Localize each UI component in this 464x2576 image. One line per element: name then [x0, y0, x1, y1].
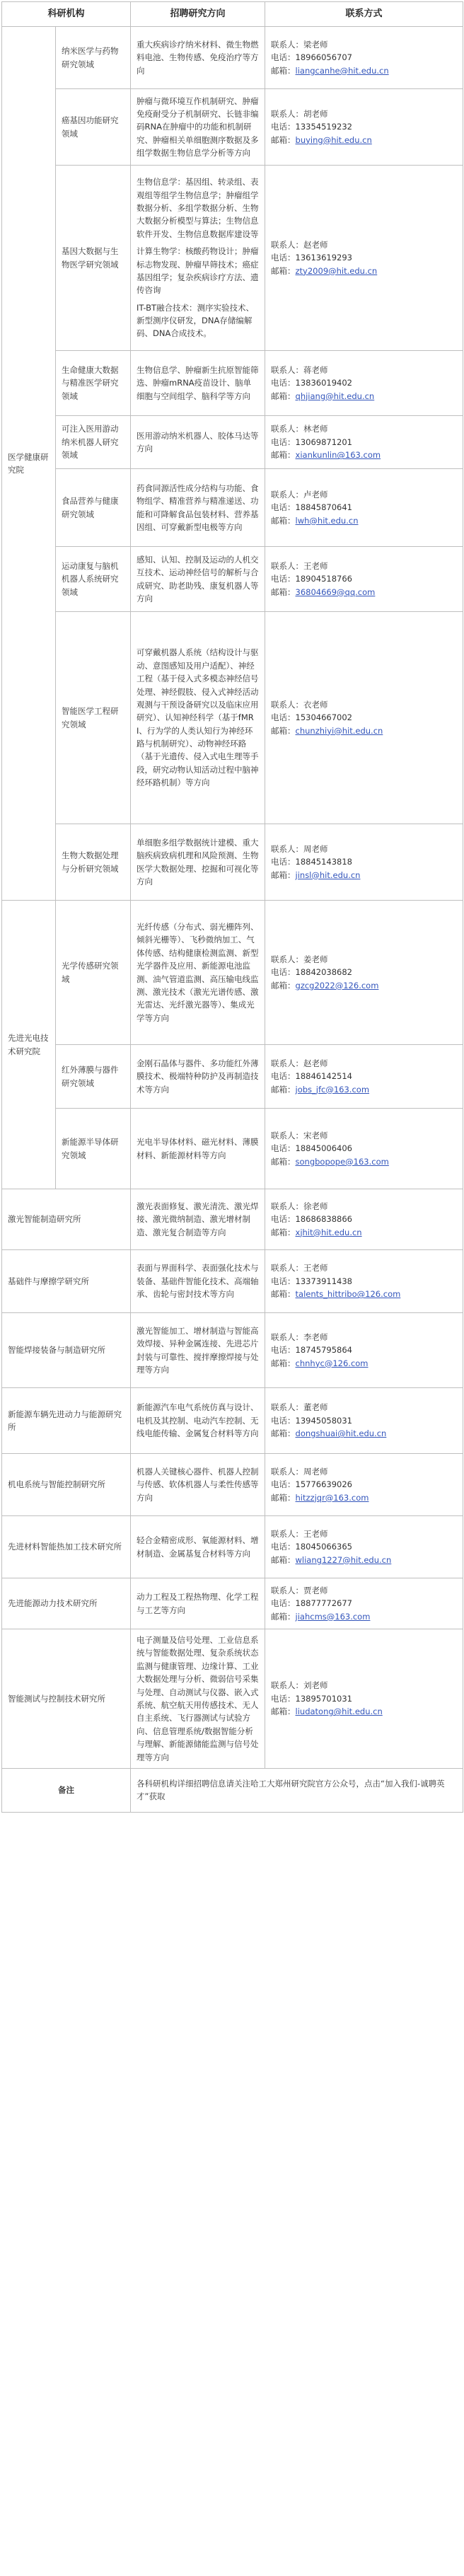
header-institution: 科研机构	[2, 2, 131, 27]
contact-phone: 电话：18745795864	[271, 1345, 352, 1356]
contact-email-line	[271, 514, 457, 527]
contact-email-label: 邮箱：	[271, 1706, 296, 1717]
contact-person: 联系人：王老师	[271, 560, 328, 571]
contact-person: 联系人：周老师	[271, 1466, 328, 1477]
contact-person: 联系人：周老师	[271, 843, 328, 854]
subfield-name: 癌基因功能研究领域	[56, 89, 131, 166]
contact-cell	[265, 351, 463, 416]
institute-name: 智能焊接装备与制造研究所	[2, 1313, 131, 1388]
contact-phone: 电话：18877772677	[271, 1598, 352, 1609]
institute-name: 先进材料智能热加工技术研究所	[2, 1516, 131, 1578]
contact-email-label: 邮箱：	[271, 1554, 296, 1565]
contact-email-line	[271, 1610, 457, 1623]
contact-phone: 电话：13895701031	[271, 1693, 352, 1704]
contact-person: 联系人：梁老师	[271, 39, 328, 50]
table-row	[2, 1045, 463, 1109]
contact-email-link[interactable]: chunzhiyi@hit.edu.cn	[295, 725, 383, 736]
subfield-name: 可注入医用游动纳米机器人研究领域	[56, 416, 131, 469]
table-row	[2, 1629, 463, 1769]
header-contact: 联系方式	[265, 2, 463, 27]
direction-cell	[131, 1578, 265, 1629]
direction-cell	[131, 416, 265, 469]
contact-email-link[interactable]: jiahcms@163.com	[295, 1611, 371, 1622]
direction-cell	[131, 1454, 265, 1516]
note-label: 备注	[2, 1768, 131, 1812]
contact-email-label: 邮箱：	[271, 1492, 296, 1503]
contact-email-label: 邮箱：	[271, 1289, 296, 1300]
direction-cell	[131, 1250, 265, 1313]
contact-email-link[interactable]: zty2009@hit.edu.cn	[295, 265, 378, 276]
subfield-name: 新能源半导体研究领域	[56, 1109, 131, 1189]
header-direction: 招聘研究方向	[131, 2, 265, 27]
direction-text: 电子测量及信号处理、工业信息系统与智能数据处理、复杂系统状态监测与健康管理、边缘计算、工业大数据处理与分析、微弱信号采集与处理、自动测试与仪器、嵌入式系统、航空航天用传感技术、无人自主系统、飞行器测试与试验方向、信息管理系统/数据智能分析与理解、新能源储能监测与信号处理等方向	[137, 1635, 259, 1762]
contact-email-line	[271, 979, 457, 992]
direction-text: 光纤传感（分布式、弱光栅阵列、倾斜光栅等）、飞秒微纳加工、气体传感、结构健康检测监测、新型光学器件及应用、新能源电池监测、油气管道监测、高压输电线监测、激光技术（激光光谱传感、激光雷达、光纤激光器等）、集成光学等方向	[137, 921, 259, 1023]
contact-person: 联系人：衣老师	[271, 699, 328, 710]
subfield-name: 基因大数据与生物医学研究领域	[56, 166, 131, 351]
table-row	[2, 1578, 463, 1629]
contact-email-link[interactable]: talents_hittribo@126.com	[295, 1289, 401, 1300]
table-row	[2, 1109, 463, 1189]
subfield-name: 红外薄膜与器件研究领域	[56, 1045, 131, 1109]
contact-email-line	[271, 1427, 457, 1440]
contact-cell	[265, 27, 463, 89]
contact-email-link[interactable]: hitzzjqr@163.com	[295, 1492, 369, 1503]
contact-cell	[265, 1629, 463, 1769]
contact-email-label: 邮箱：	[271, 1611, 296, 1622]
contact-email-link[interactable]: xjhit@hit.edu.cn	[295, 1227, 362, 1237]
contact-email-line	[271, 134, 457, 146]
contact-cell	[265, 1516, 463, 1578]
contact-person: 联系人：蒋老师	[271, 364, 328, 375]
direction-cell	[131, 166, 265, 351]
contact-email-link[interactable]: liudatong@hit.edu.cn	[295, 1706, 383, 1717]
direction-text: 计算生物学：核酸药物设计；肿瘤标志物发现、肿瘤早筛技术；癌症基因组学；复杂疾病诊疗方法、遗传咨询	[137, 246, 259, 296]
contact-email-line	[271, 1288, 457, 1300]
subfield-name: 食品营养与健康研究领域	[56, 469, 131, 547]
table-row	[2, 1454, 463, 1516]
contact-phone: 电话：18846142514	[271, 1071, 352, 1082]
subfield-name: 生命健康大数据与精准医学研究领域	[56, 351, 131, 416]
direction-cell	[131, 1388, 265, 1454]
direction-cell	[131, 351, 265, 416]
contact-email-link[interactable]: jinsl@hit.edu.cn	[295, 870, 361, 880]
direction-text: 生物信息学：基因组、转录组、表观组等组学生物信息学；肿瘤组学数据分析、多组学数据分析、生物大数据分析模型与算法；生物信息软件开发、生物信息数据库建设等	[137, 177, 259, 239]
contact-phone: 电话：13836019402	[271, 378, 352, 388]
contact-phone: 电话：18845870641	[271, 502, 352, 513]
direction-text: 单细胞多组学数据统计建模、重大脑疾病致病机理和风险预测、生物医学大数据处理、挖掘和可视化等方向	[137, 837, 259, 886]
contact-phone: 电话：15304667002	[271, 712, 352, 723]
contact-email-link[interactable]: wliang1227@hit.edu.cn	[295, 1554, 392, 1565]
contact-email-line	[271, 1083, 457, 1096]
direction-cell	[131, 1109, 265, 1189]
subfield-name: 光学传感研究领域	[56, 901, 131, 1045]
contact-email-link[interactable]: dongshuai@hit.edu.cn	[295, 1428, 387, 1439]
direction-cell	[131, 901, 265, 1045]
contact-email-label: 邮箱：	[271, 1156, 296, 1167]
contact-email-label: 邮箱：	[271, 391, 296, 401]
contact-email-label: 邮箱：	[271, 1358, 296, 1368]
institute-name: 新能源车辆先进动力与能源研究所	[2, 1388, 131, 1454]
contact-email-link[interactable]: qhjiang@hit.edu.cn	[295, 391, 375, 401]
contact-email-line	[271, 1226, 457, 1239]
contact-email-link[interactable]: songbopope@163.com	[295, 1156, 389, 1167]
contact-phone: 电话：13069871201	[271, 437, 352, 447]
contact-phone: 电话：18845006406	[271, 1143, 352, 1154]
contact-person: 联系人：王老师	[271, 1263, 328, 1273]
table-row	[2, 416, 463, 469]
contact-email-label: 邮箱：	[271, 65, 296, 76]
contact-phone: 电话：13945058031	[271, 1415, 352, 1426]
table-row	[2, 27, 463, 89]
direction-text: 激光表面修复、激光清洗、激光焊接、激光微纳制造、激光增材制造、激光复合制造等方向	[137, 1201, 259, 1237]
contact-email-label: 邮箱：	[271, 587, 296, 597]
contact-phone: 电话：13613619293	[271, 253, 352, 263]
contact-phone: 电话：13373911438	[271, 1276, 352, 1286]
direction-cell	[131, 469, 265, 547]
contact-cell	[265, 824, 463, 901]
contact-email-label: 邮箱：	[271, 725, 296, 736]
direction-text: 医用游动纳米机器人、胶体马达等方向	[137, 430, 259, 454]
table-row	[2, 166, 463, 351]
contact-person: 联系人：赵老师	[271, 239, 328, 250]
contact-cell	[265, 612, 463, 824]
institute-name: 智能测试与控制技术研究所	[2, 1629, 131, 1769]
direction-text: 生物信息学、肿瘤新生抗原智能筛选、肿瘤mRNA疫苗设计、脑单细胞与空间组学、脑科学等方向	[137, 364, 259, 401]
table-row	[2, 469, 463, 547]
direction-text: 肿瘤与微环境互作机制研究、肿瘤免疫耐受分子机制研究、长链非编码RNA在肿瘤中的功能和机制研究、肿瘤相关单细胞测序数据及多组学数据生物信息学分析等方向	[137, 96, 259, 158]
contact-phone: 电话：18842038682	[271, 967, 352, 978]
contact-email-link[interactable]: jobs_jfc@163.com	[295, 1084, 370, 1094]
subfield-name: 智能医学工程研究领域	[56, 612, 131, 824]
contact-phone: 电话：18966056707	[271, 52, 352, 63]
contact-phone: 电话：18904518766	[271, 574, 352, 584]
table-row	[2, 1250, 463, 1313]
contact-cell	[265, 1189, 463, 1250]
contact-email-link[interactable]: buying@hit.edu.cn	[295, 134, 372, 145]
direction-text: 药食同源活性成分结构与功能、食物组学、精准营养与精准递送、功能和可降解食品包装材料、营养基因组、可穿戴新型电极等方向	[137, 483, 259, 532]
contact-phone: 电话：18045066365	[271, 1542, 352, 1552]
contact-cell	[265, 1109, 463, 1189]
contact-cell	[265, 89, 463, 166]
institute-name: 机电系统与智能控制研究所	[2, 1454, 131, 1516]
contact-person: 联系人：卢老师	[271, 489, 328, 499]
contact-cell	[265, 901, 463, 1045]
group-name: 医学健康研究院	[2, 27, 56, 901]
table-row	[2, 1388, 463, 1454]
contact-person: 联系人：董老师	[271, 1402, 328, 1413]
direction-text: 机器人关键核心器件、机器人控制与传感、软体机器人与柔性传感等方向	[137, 1466, 259, 1503]
contact-cell	[265, 469, 463, 547]
contact-email-label: 邮箱：	[271, 870, 296, 880]
note-row	[2, 1768, 463, 1812]
contact-person: 联系人：贾老师	[271, 1585, 328, 1595]
contact-person: 联系人：胡老师	[271, 108, 328, 119]
subfield-name: 纳米医学与药物研究领域	[56, 27, 131, 89]
table-row	[2, 824, 463, 901]
contact-person: 联系人：王老师	[271, 1528, 328, 1539]
recruitment-table	[1, 1, 463, 1813]
direction-text: IT-BT融合技术：测序实验技术、新型测序仪研发，DNA存储编解码、DNA合成技术。	[137, 302, 255, 339]
direction-text: 重大疾病诊疗纳米材料、微生物燃料电池、生物传感、免疫治疗等方向	[137, 39, 259, 76]
direction-text: 新能源汽车电气系统仿真与设计、电机及其控制、电动汽车控制、无线电能传输、金属复合材料等方向	[137, 1402, 259, 1439]
contact-email-line	[271, 449, 457, 461]
direction-text: 轻合金精密成形、氧能源材料、增材制造、金属基复合材料等方向	[137, 1535, 259, 1559]
table-row	[2, 901, 463, 1045]
direction-cell	[131, 1313, 265, 1388]
contact-email-link[interactable]: liangcanhe@hit.edu.cn	[295, 65, 389, 76]
contact-email-line	[271, 1554, 457, 1566]
institute-name: 基础件与摩擦学研究所	[2, 1250, 131, 1313]
contact-person: 联系人：宋老师	[271, 1130, 328, 1140]
contact-phone: 电话：18686838866	[271, 1214, 352, 1225]
contact-email-line	[271, 586, 457, 599]
direction-cell	[131, 824, 265, 901]
contact-email-label: 邮箱：	[271, 980, 296, 990]
contact-cell	[265, 1454, 463, 1516]
contact-person: 联系人：徐老师	[271, 1201, 328, 1211]
contact-email-label: 邮箱：	[271, 1084, 296, 1094]
direction-cell	[131, 27, 265, 89]
contact-email-line	[271, 265, 457, 277]
direction-cell	[131, 89, 265, 166]
direction-text: 可穿戴机器人系统（结构设计与驱动、意图感知及用户适配）、神经工程（基于侵入式多模态神经信号处理、神经假肢、侵入式神经活动观测与干预设备研究以及临床应用研究）、认知神经科学（基于fMRI、行为学的人类认知行为神经环路与机制研究）、动物神经环路（基于光遗传、侵入式电生理等手段，研究动物认知活动过程中脑神经环路机制）等方向	[137, 647, 259, 788]
institute-name: 激光智能制造研究所	[2, 1189, 131, 1250]
contact-email-link[interactable]: xiankunlin@163.com	[295, 450, 381, 461]
contact-email-line	[271, 390, 457, 403]
direction-cell	[131, 1629, 265, 1769]
contact-email-line	[271, 64, 457, 77]
contact-email-link[interactable]: chnhyc@126.com	[295, 1358, 369, 1368]
subfield-name: 生物大数据处理与分析研究领域	[56, 824, 131, 901]
direction-cell	[131, 1516, 265, 1578]
contact-cell	[265, 1045, 463, 1109]
contact-email-link[interactable]: lwh@hit.edu.cn	[295, 515, 359, 526]
contact-email-line	[271, 869, 457, 882]
table-row	[2, 1516, 463, 1578]
contact-email-line	[271, 724, 457, 737]
direction-cell	[131, 612, 265, 824]
table-row	[2, 1189, 463, 1250]
contact-cell	[265, 1250, 463, 1313]
contact-cell	[265, 1313, 463, 1388]
contact-email-label: 邮箱：	[271, 450, 296, 461]
contact-email-label: 邮箱：	[271, 265, 296, 276]
contact-cell	[265, 1388, 463, 1454]
contact-email-link[interactable]: 36804669@qq.com	[295, 587, 376, 597]
contact-person: 联系人：刘老师	[271, 1680, 328, 1691]
contact-phone: 电话：18845143818	[271, 857, 352, 867]
table-row	[2, 547, 463, 612]
direction-text: 表面与界面科学、表面强化技术与装备、基础件智能化技术、高端轴承、齿轮与密封技术等方向	[137, 1263, 259, 1300]
table-row	[2, 89, 463, 166]
note-text: 各科研机构详细招聘信息请关注哈工大郑州研究院官方公众号，点击“加入我们-诚聘英才”获取	[131, 1768, 463, 1812]
direction-cell	[131, 1045, 265, 1109]
group-name: 先进光电技术研究院	[2, 901, 56, 1189]
contact-email-link[interactable]: gzcg2022@126.com	[295, 980, 379, 990]
contact-phone: 电话：13354519232	[271, 122, 352, 132]
contact-person: 联系人：姜老师	[271, 954, 328, 964]
contact-email-line	[271, 1705, 457, 1718]
direction-text: 动力工程及工程热物理、化学工程与工艺等方向	[137, 1592, 259, 1615]
direction-text: 感知、认知、控制及运动的人机交互技术、运动神经信号的解析与合成研究、助老助残、康复机器人等方向	[137, 554, 259, 603]
subfield-name: 运动康复与脑机机器人系统研究领域	[56, 547, 131, 612]
contact-cell	[265, 1578, 463, 1629]
contact-person: 联系人：李老师	[271, 1332, 328, 1342]
contact-phone: 电话：15776639026	[271, 1479, 352, 1490]
institute-name: 先进能源动力技术研究所	[2, 1578, 131, 1629]
table-row	[2, 612, 463, 824]
direction-cell	[131, 547, 265, 612]
direction-text: 激光智能加工、增材制造与智能高效焊接、异种金属连接、先进芯片封装与可靠性、搅拌摩擦焊接与处理等方向	[137, 1325, 259, 1375]
contact-email-line	[271, 1491, 457, 1504]
table-row	[2, 351, 463, 416]
contact-cell	[265, 416, 463, 469]
table-row	[2, 1313, 463, 1388]
contact-email-label: 邮箱：	[271, 1227, 296, 1237]
contact-person: 联系人：赵老师	[271, 1058, 328, 1068]
contact-email-line	[271, 1155, 457, 1168]
contact-email-line	[271, 1357, 457, 1370]
contact-email-label: 邮箱：	[271, 134, 296, 145]
direction-text: 金刚石晶体与器件、多功能红外薄膜技术、极端特种防护及再制造技术等方向	[137, 1058, 259, 1094]
contact-cell	[265, 166, 463, 351]
direction-cell	[131, 1189, 265, 1250]
contact-email-label: 邮箱：	[271, 515, 296, 526]
direction-text: 光电半导体材料、磁光材料、薄膜材料、新能源材料等方向	[137, 1137, 259, 1160]
table-header-row	[2, 2, 463, 27]
contact-email-label: 邮箱：	[271, 1428, 296, 1439]
contact-cell	[265, 547, 463, 612]
contact-person: 联系人：林老师	[271, 424, 328, 434]
